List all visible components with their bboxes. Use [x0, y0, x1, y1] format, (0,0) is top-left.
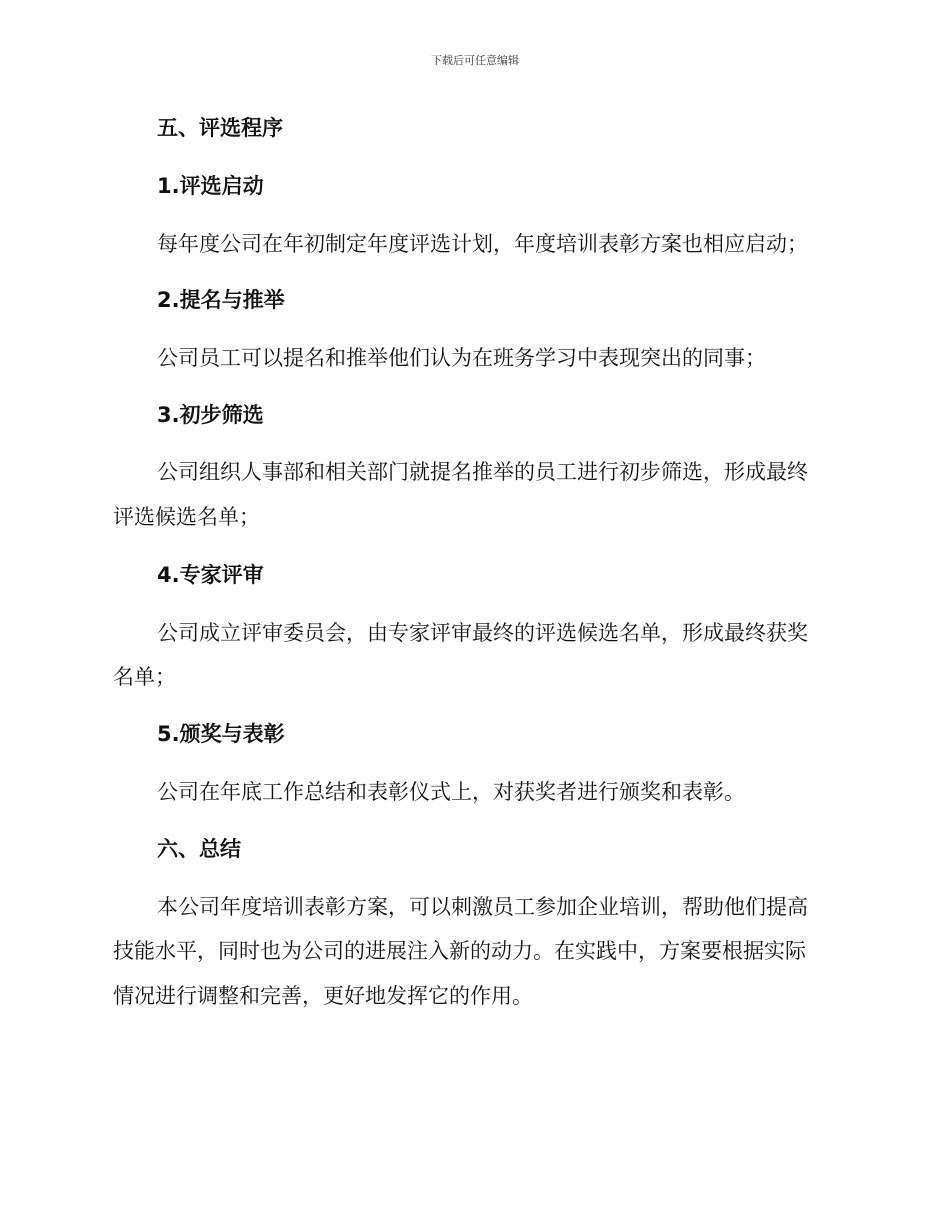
page-header: 下载后可任意编辑 — [431, 54, 519, 67]
step-heading-4: 4.专家评审 — [157, 563, 264, 587]
step-paragraph-1-line-1: 每年度公司在年初制定年度评选计划，年度培训表彰方案也相应启动； — [157, 232, 808, 256]
section-heading-5: 五、评选程序 — [157, 116, 283, 140]
summary-line-2: 技能水平，同时也为公司的进展注入新的动力。在实践中，方案要根据实际 — [113, 939, 806, 963]
step-heading-5: 5.颁奖与表彰 — [157, 722, 285, 746]
step-heading-2: 2.提名与推举 — [157, 288, 285, 312]
step-paragraph-2-line-1: 公司员工可以提名和推举他们认为在班务学习中表现突出的同事； — [157, 346, 766, 370]
step-paragraph-3-line-1: 公司组织人事部和相关部门就提名推举的员工进行初步筛选，形成最终 — [157, 460, 808, 484]
step-paragraph-3-line-2: 评选候选名单； — [113, 505, 260, 529]
step-heading-1: 1.评选启动 — [157, 174, 264, 198]
step-paragraph-4-line-1: 公司成立评审委员会，由专家评审最终的评选候选名单，形成最终获奖 — [157, 621, 808, 645]
section-heading-6: 六、总结 — [157, 837, 241, 861]
step-paragraph-5-line-1: 公司在年底工作总结和表彰仪式上，对获奖者进行颁奖和表彰。 — [157, 780, 745, 804]
summary-line-1: 本公司年度培训表彰方案，可以刺激员工参加企业培训，帮助他们提高 — [157, 895, 808, 919]
step-paragraph-4-line-2: 名单； — [113, 665, 176, 689]
step-heading-3: 3.初步筛选 — [157, 403, 264, 427]
summary-line-3: 情况进行调整和完善，更好地发挥它的作用。 — [113, 984, 533, 1008]
